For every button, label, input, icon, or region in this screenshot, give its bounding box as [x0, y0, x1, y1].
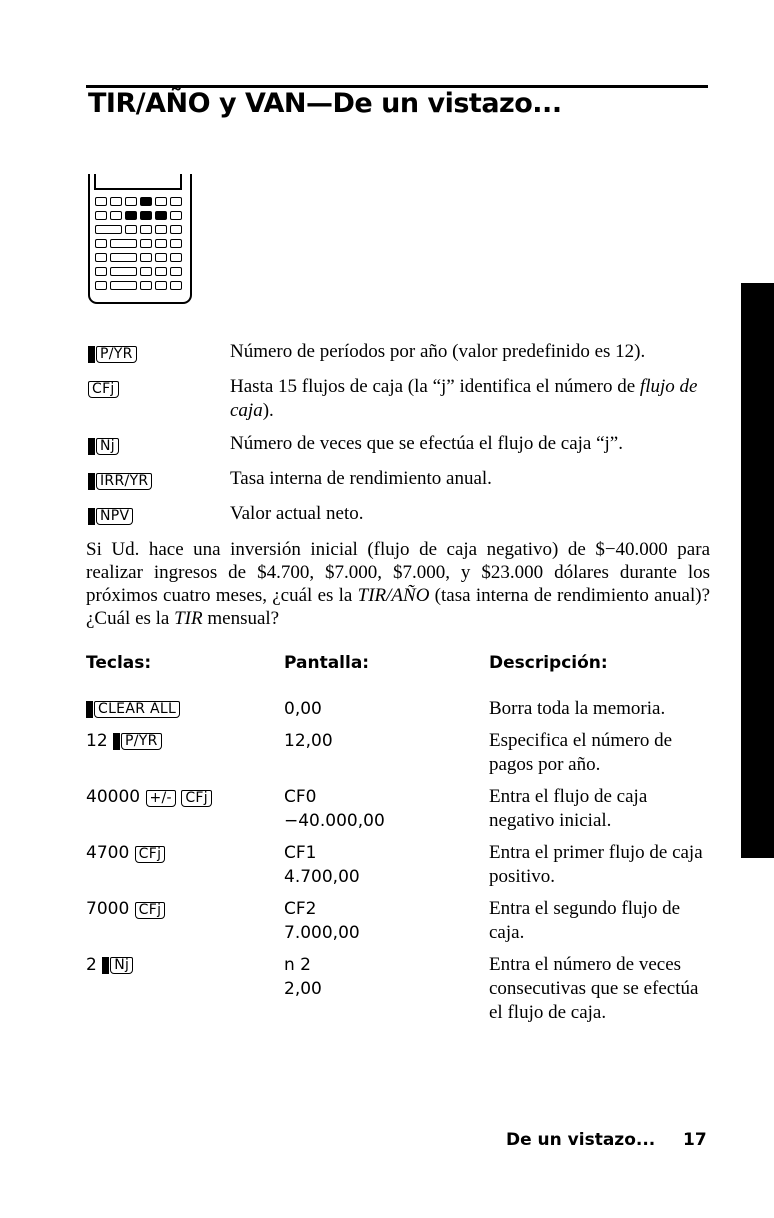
- calculator-keypad: [95, 197, 182, 295]
- definition-row: [88, 467, 728, 493]
- cfj-key: CFj: [88, 381, 119, 398]
- shift-key-icon: [88, 438, 95, 455]
- keystroke-cell: 7000 CFj: [86, 897, 165, 921]
- nj-key: Nj: [96, 438, 119, 455]
- shift-key-icon: [102, 957, 109, 974]
- problem-paragraph: Si Ud. hace una inversión inicial (flujo de caja negativo) de $−40.000 para realizar ingresos de $4.700, $7.000, $7.000, y $23.000 dólares durante los próximos cuatro meses, ¿cuál es la TIR/AÑO (tasa interna de rendimiento anual)? ¿Cuál es la TIR mensual?: [86, 539, 711, 629]
- clear-all-key: CLEAR ALL: [94, 701, 180, 718]
- p-yr-key: P/YR: [121, 733, 162, 750]
- page-title: TIR/AÑO y VAN—De un vistazo...: [88, 88, 562, 119]
- plus-minus-key: +/-: [146, 790, 176, 807]
- npv-key: NPV: [96, 508, 133, 525]
- definition-text: Tasa interna de rendimiento anual.: [230, 468, 492, 489]
- description-cell: Especifica el número de pagos por año.: [489, 730, 673, 775]
- cfj-key: CFj: [181, 790, 212, 807]
- display-cell: n 2 2,00: [284, 955, 322, 999]
- definition-row: [88, 375, 728, 423]
- display-cell: CF1 4.700,00: [284, 843, 360, 887]
- shift-p-yr-keys: [88, 346, 137, 363]
- nj-key: Nj: [110, 957, 133, 974]
- thumb-index-tab: [741, 283, 774, 858]
- description-cell: Entra el flujo de caja negativo inicial.: [489, 786, 648, 831]
- definition-row: [88, 340, 728, 366]
- header-keys: Teclas:: [86, 653, 152, 673]
- footer-section-title: De un vistazo...: [506, 1130, 656, 1150]
- keystroke-cell: 4700 CFj: [86, 841, 165, 865]
- definition-row: [88, 502, 728, 528]
- cfj-key: CFj: [135, 902, 166, 919]
- description-cell: Borra toda la memoria.: [489, 698, 666, 719]
- shift-key-icon: [88, 473, 95, 490]
- calculator-display-icon: [94, 174, 182, 190]
- key-definitions: [88, 340, 728, 537]
- shift-key-icon: [86, 701, 93, 718]
- description-cell: Entra el segundo flujo de caja.: [489, 898, 681, 943]
- header-description: Descripción:: [489, 653, 608, 673]
- irr-yr-key: IRR/YR: [96, 473, 152, 490]
- keystroke-cell: [86, 697, 180, 721]
- display-cell: CF0 −40.000,00: [284, 787, 385, 831]
- p-yr-key: P/YR: [96, 346, 137, 363]
- definition-row: [88, 432, 728, 458]
- keystroke-cell: 12 P/YR: [86, 729, 162, 753]
- display-cell: 0,00: [284, 699, 322, 719]
- keystroke-cell: 2 Nj: [86, 953, 133, 977]
- page-number: 17: [683, 1130, 707, 1150]
- keystroke-cell: 40000 +/- CFj: [86, 785, 212, 809]
- shift-key-icon: [88, 508, 95, 525]
- shift-key-icon: [113, 733, 120, 750]
- shift-key-icon: [88, 346, 95, 363]
- cfj-key: CFj: [135, 846, 166, 863]
- calculator-icon: [88, 174, 192, 304]
- header-display: Pantalla:: [284, 653, 370, 673]
- definition-text: Número de períodos por año (valor predefinido es 12).: [230, 341, 646, 362]
- display-cell: 12,00: [284, 731, 333, 751]
- description-cell: Entra el número de veces consecutivas que se efectúa el flujo de caja.: [489, 954, 699, 1023]
- definition-text: Hasta 15 flujos de caja (la “j” identifica el número de flujo de caja).: [230, 376, 698, 421]
- definition-text: Valor actual neto.: [230, 503, 364, 524]
- definition-text: Número de veces que se efectúa el flujo de caja “j”.: [230, 433, 623, 454]
- display-cell: CF2 7.000,00: [284, 899, 360, 943]
- description-cell: Entra el primer flujo de caja positivo.: [489, 842, 703, 887]
